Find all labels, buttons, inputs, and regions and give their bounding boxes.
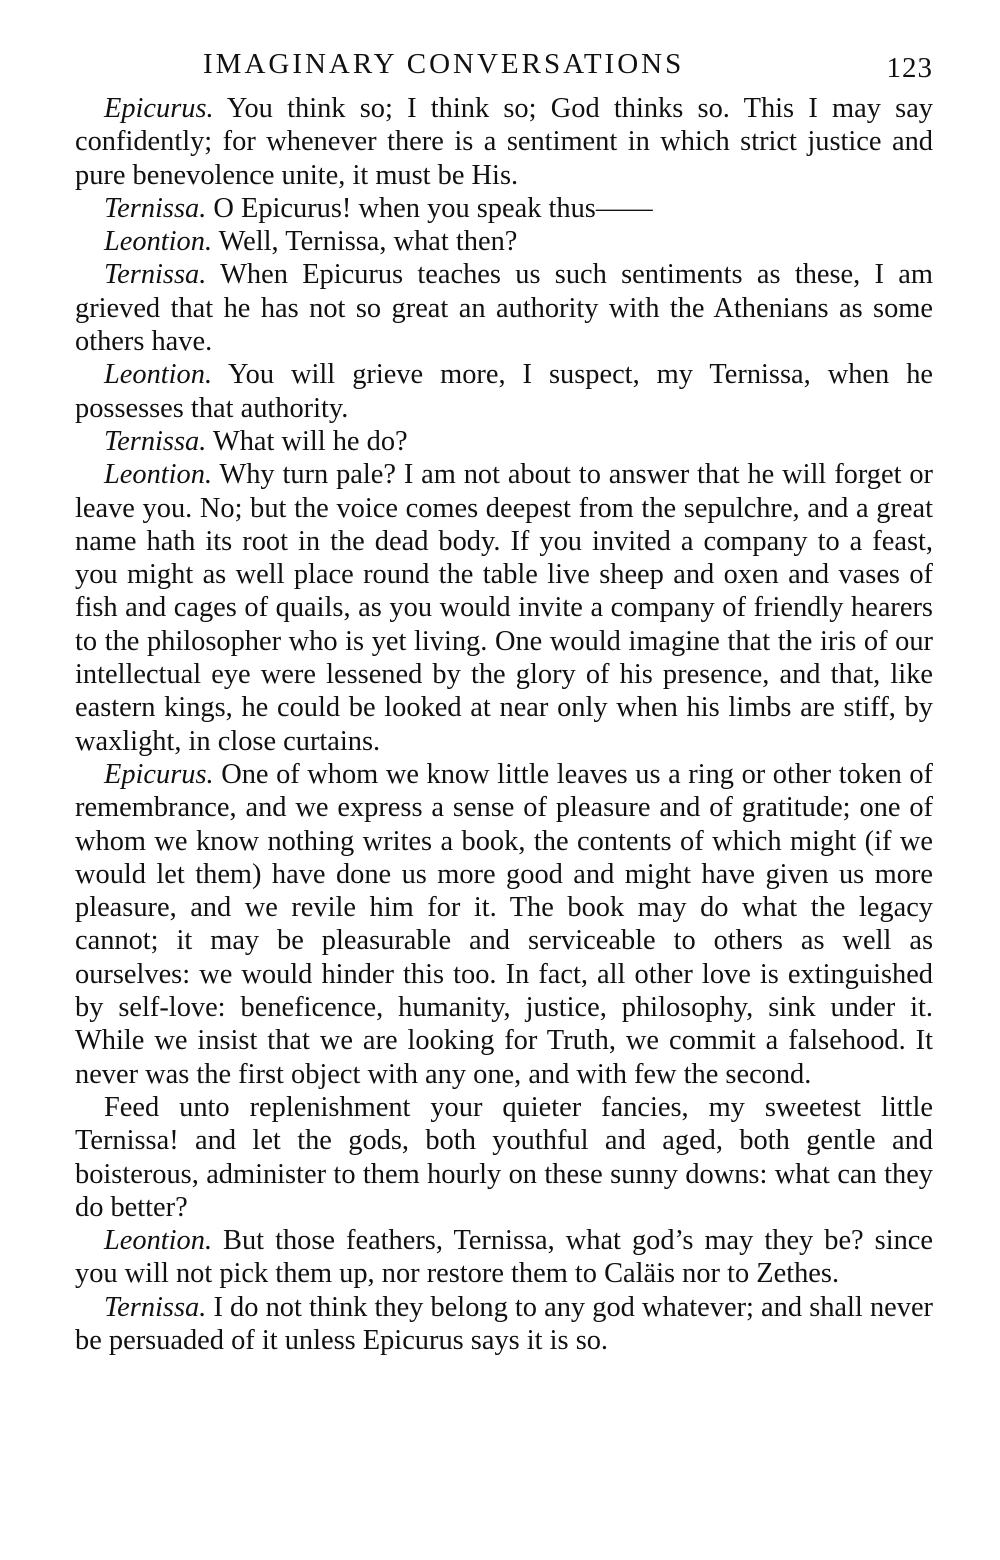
paragraph-text: Feed unto replenishment your quieter fancies, my sweetest little Ternissa! and let the gods, both youthful and aged, both gentle and boisterous, administer to them hourly on these sunny downs: what can they do better? bbox=[75, 1091, 933, 1223]
paragraph-text: Why turn pale? I am not about to answer that he will forget or leave you. No; but the voice comes deepest from the sepulchre, and a great name hath its root in the dead body. If you invited a company to a feast, you might as well place round the table live sheep and oxen and vases of fish and cages of quails, as you would invite a company of friendly hearers to the philosopher who is yet living. One would imagine that the iris of our intellectual eye were lessened by the glory of his presence, and that, like eastern kings, he could be looked at near only when his limbs are stiff, by waxlight, in close curtains. bbox=[75, 459, 933, 757]
speaker-name: Leontion. bbox=[104, 1225, 213, 1257]
speaker-name: Epicurus. bbox=[104, 758, 214, 790]
dialogue-paragraph bbox=[75, 192, 933, 225]
speaker-name: Ternissa. bbox=[104, 259, 207, 291]
paragraph-text: O Epicurus! when you speak thus—— bbox=[206, 192, 653, 224]
paragraph-text: One of whom we know little leaves us a ring or other token of remembrance, and we express a sense of pleasure and of gratitude; one of whom we know nothing writes a book, the contents of which might (if we would let them) have done us more good and might have given us more pleasure, and we revile him for it. The book may do what the legacy cannot; it may be pleasurable and serviceable to others as well as ourselves: we would hinder this too. In fact, all other love is extinguished by self-love: beneficence, humanity, justice, philosophy, sink under it. While we insist that we are looking for Truth, we commit a falsehood. It never was the first object with any one, and with few the second. bbox=[75, 758, 933, 1090]
dialogue-text bbox=[75, 92, 933, 1357]
running-title: IMAGINARY CONVERSATIONS bbox=[203, 48, 685, 80]
paragraph-text: But those feathers, Ternissa, what god’s may they be? since you will not pick them up, nor restore them to Caläis nor to Zethes. bbox=[75, 1225, 933, 1290]
paragraph-text: You will grieve more, I suspect, my Ternissa, when he possesses that authority. bbox=[75, 359, 933, 424]
paragraph-text: You think so; I think so; God thinks so. This I may say confidently; for whenever there is a sentiment in which strict justice and pure benevolence unite, it must be His. bbox=[75, 93, 933, 191]
speaker-name: Leontion. bbox=[104, 459, 213, 491]
speaker-name: Epicurus. bbox=[104, 93, 214, 124]
book-page bbox=[75, 48, 933, 1357]
paragraph-text: Well, Ternissa, what then? bbox=[212, 226, 518, 258]
speaker-name: Leontion. bbox=[104, 359, 213, 391]
dialogue-paragraph bbox=[75, 1091, 933, 1224]
dialogue-paragraph bbox=[75, 758, 933, 1091]
speaker-name: Ternissa. bbox=[104, 425, 207, 457]
dialogue-paragraph bbox=[75, 225, 933, 258]
dialogue-paragraph bbox=[75, 258, 933, 358]
paragraph-text: I do not think they belong to any god whatever; and shall never be persuaded of it unless Epicurus says it is so. bbox=[75, 1291, 933, 1356]
dialogue-paragraph bbox=[75, 1291, 933, 1358]
page-number: 123 bbox=[886, 52, 933, 84]
dialogue-paragraph bbox=[75, 458, 933, 758]
dialogue-paragraph bbox=[75, 92, 933, 192]
speaker-name: Ternissa. bbox=[104, 192, 207, 224]
dialogue-paragraph bbox=[75, 1224, 933, 1291]
speaker-name: Ternissa. bbox=[104, 1291, 207, 1323]
paragraph-text: When Epicurus teaches us such sentiments as these, I am grieved that he has not so great an authority with the Athenians as some others have. bbox=[75, 259, 933, 358]
dialogue-paragraph bbox=[75, 425, 933, 458]
speaker-name: Leontion. bbox=[104, 226, 213, 258]
dialogue-paragraph bbox=[75, 358, 933, 425]
running-head bbox=[75, 48, 933, 92]
paragraph-text: What will he do? bbox=[206, 425, 408, 457]
